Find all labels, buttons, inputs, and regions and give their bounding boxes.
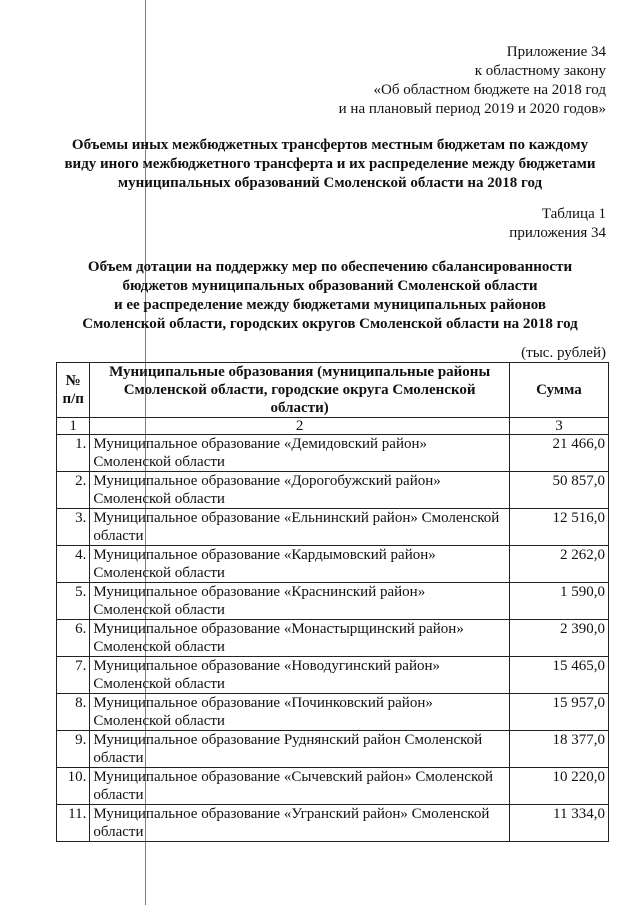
table-index-row	[57, 418, 609, 435]
municipality-name: Муниципальное образование «Монастырщинский район» Смоленской области	[90, 620, 510, 657]
table-row	[57, 583, 609, 620]
row-number: 5.	[57, 583, 90, 620]
row-number: 8.	[57, 694, 90, 731]
amount-cell: 11 334,0	[509, 805, 608, 842]
table-title-line: и ее распределение между бюджетами муниципальных районов	[113, 297, 547, 313]
header-sum: Сумма	[509, 363, 608, 418]
table-row	[57, 657, 609, 694]
table-row	[57, 620, 609, 657]
table-row	[57, 546, 609, 583]
municipality-name: Муниципальное образование «Новодугинский район» Смоленской области	[90, 657, 510, 694]
units-label: (тыс. рублей)	[521, 345, 606, 361]
appendix-reference	[339, 43, 606, 119]
table-title	[50, 258, 610, 334]
row-number: 9.	[57, 731, 90, 768]
row-number: 6.	[57, 620, 90, 657]
document-title	[50, 136, 610, 193]
table-row	[57, 805, 609, 842]
index-cell: 1	[57, 418, 90, 435]
appendix-line: «Об областном бюджете на 2018 год	[373, 82, 606, 98]
table-row	[57, 509, 609, 546]
appendix-line: Приложение 34	[506, 44, 606, 60]
municipality-name: Муниципальное образование «Угранский район» Смоленской области	[90, 805, 510, 842]
table-row	[57, 435, 609, 472]
table-label-line: Таблица 1	[541, 206, 606, 222]
title-line: Объемы иных межбюджетных трансфертов местным бюджетам по каждому	[71, 137, 589, 153]
municipality-name: Муниципальное образование Руднянский район Смоленской области	[90, 731, 510, 768]
municipality-name: Муниципальное образование «Краснинский район» Смоленской области	[90, 583, 510, 620]
row-number: 2.	[57, 472, 90, 509]
table-number-label	[509, 205, 606, 243]
table-title-line: бюджетов муниципальных образований Смоленской области	[122, 278, 538, 294]
table-title-line: Объем дотации на поддержку мер по обеспечению сбалансированности	[87, 259, 573, 275]
municipality-name: Муниципальное образование «Ельнинский район» Смоленской области	[90, 509, 510, 546]
amount-cell: 50 857,0	[509, 472, 608, 509]
index-cell: 3	[509, 418, 608, 435]
table-row	[57, 694, 609, 731]
municipality-name: Муниципальное образование «Кардымовский район» Смоленской области	[90, 546, 510, 583]
table-title-line: Смоленской области, городских округов Смоленской области на 2018 год	[82, 316, 578, 332]
allocation-table	[56, 362, 609, 842]
row-number: 11.	[57, 805, 90, 842]
row-number: 3.	[57, 509, 90, 546]
municipality-name: Муниципальное образование «Сычевский район» Смоленской области	[90, 768, 510, 805]
amount-cell: 1 590,0	[509, 583, 608, 620]
row-number: 1.	[57, 435, 90, 472]
row-number: 7.	[57, 657, 90, 694]
table-header-row	[57, 363, 609, 418]
title-line: виду иного межбюджетного трансферта и их распределение между бюджетами	[64, 156, 596, 172]
index-cell: 2	[90, 418, 510, 435]
row-number: 4.	[57, 546, 90, 583]
municipality-name: Муниципальное образование «Починковский район» Смоленской области	[90, 694, 510, 731]
amount-cell: 18 377,0	[509, 731, 608, 768]
table-label-line: приложения 34	[509, 225, 606, 241]
amount-cell: 12 516,0	[509, 509, 608, 546]
amount-cell: 21 466,0	[509, 435, 608, 472]
municipality-name: Муниципальное образование «Демидовский район» Смоленской области	[90, 435, 510, 472]
appendix-line: к областному закону	[474, 63, 606, 79]
appendix-line: и на плановый период 2019 и 2020 годов»	[338, 101, 606, 117]
amount-cell: 2 390,0	[509, 620, 608, 657]
amount-cell: 2 262,0	[509, 546, 608, 583]
table-row	[57, 731, 609, 768]
row-number: 10.	[57, 768, 90, 805]
amount-cell: 15 957,0	[509, 694, 608, 731]
title-line: муниципальных образований Смоленской области на 2018 год	[117, 175, 543, 191]
table-row	[57, 768, 609, 805]
municipality-name: Муниципальное образование «Дорогобужский район» Смоленской области	[90, 472, 510, 509]
amount-cell: 15 465,0	[509, 657, 608, 694]
amount-cell: 10 220,0	[509, 768, 608, 805]
header-name: Муниципальные образования (муниципальные районы Смоленской области, городские округа Смоленской области)	[90, 363, 510, 418]
table-row	[57, 472, 609, 509]
header-num: № п/п	[57, 363, 90, 418]
